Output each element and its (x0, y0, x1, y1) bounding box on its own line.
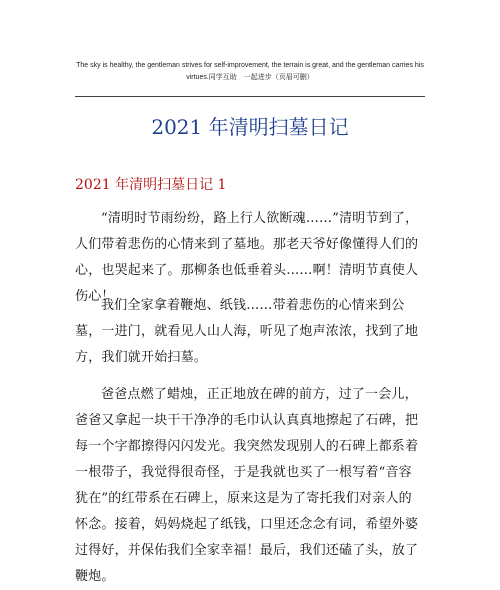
header-line-english: The sky is healthy, the gentleman strives for self-improvement, the terrain is great, and the gentleman carries his (76, 62, 424, 69)
header-line-chinese: virtues.同学互助 一起进步（页眉可删） (186, 74, 314, 81)
header-divider (75, 96, 425, 97)
page-header (70, 60, 430, 84)
body-paragraph: “清明时节雨纷纷，路上行人欲断魂……”清明节到了，人们带着悲伤的心情来到了墓地。那老天爷好像懂得人们的心，也哭起来了。那柳条也低垂着头……啊！清明节真使人伤心！ (75, 211, 419, 304)
body-paragraph: 爸爸点燃了蜡烛，正正地放在碑的前方，过了一会儿，爸爸又拿起一块干干净净的毛巾认认真真地擦起了石碑，把每一个字都擦得闪闪发光。我突然发现别人的石碑上都系着一根带子，我觉得很奇怪，于是我就也买了一根写着“音容犹在”的红带系在石碑上，原来这是为了寄托我们对亲人的怀念。接着，妈妈烧起了纸钱，口里还念念有词，希望外婆过得好，并保佑我们全家幸福！最后，我们还磕了头，放了鞭炮。 (75, 387, 419, 584)
section-heading: 2021 年清明扫墓日记 1 (75, 177, 227, 193)
document-title: 2021 年清明扫墓日记 (151, 115, 349, 139)
body-paragraph: 我们全家拿着鞭炮、纸钱……带着悲伤的心情来到公墓，一进门，就看见人山人海，听见了炮声浓浓，找到了地方，我们就开始扫墓。 (75, 298, 419, 365)
